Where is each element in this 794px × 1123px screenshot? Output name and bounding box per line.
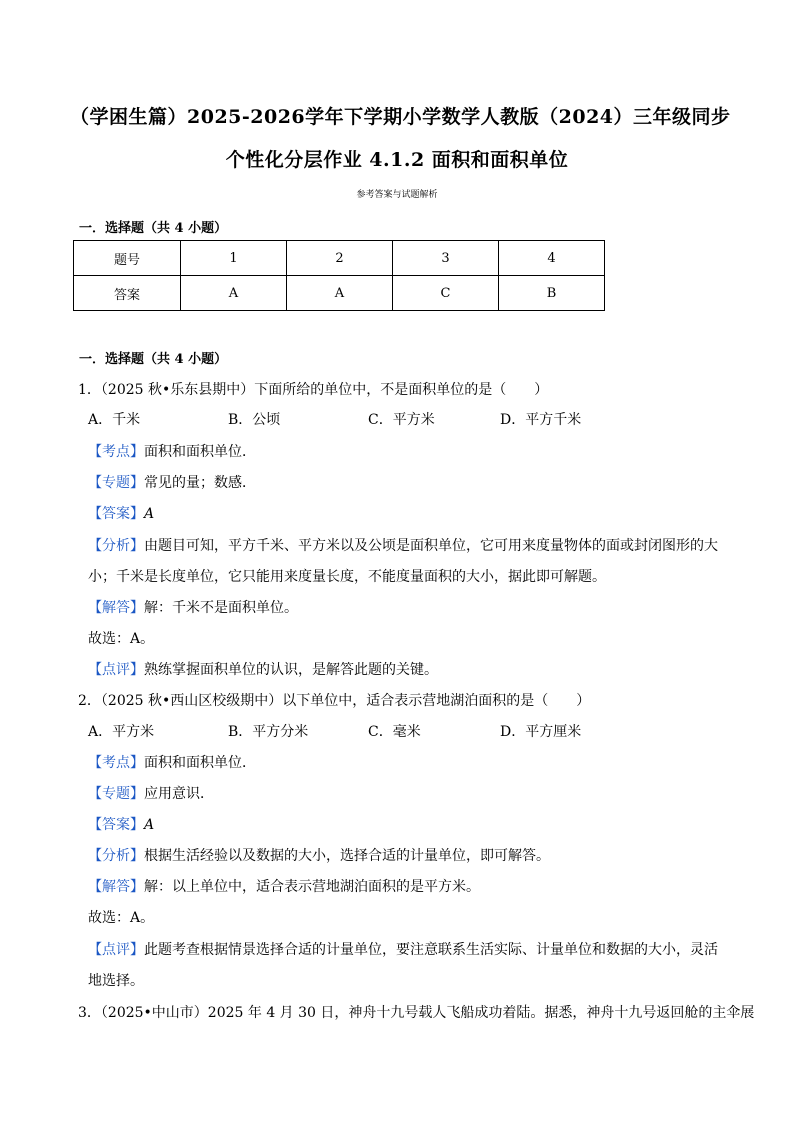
fenxi-text: 由题目可知，平方千米、平方米以及公顷是面积单位，它可用来度量物体的面或封闭图形的大 [144, 538, 718, 554]
q2-dianping [88, 940, 718, 960]
fenxi-tag: 【分析】 [88, 848, 144, 864]
jieda-text: 解：以上单位中，适合表示营地湖泊面积的是平方米。 [144, 879, 480, 895]
q2-zhuanti [88, 784, 214, 804]
dianping-tag: 【点评】 [88, 942, 144, 958]
q1-zhuanti [88, 473, 256, 493]
jieda-tag: 【解答】 [88, 600, 144, 616]
table-cell: 4 [499, 241, 605, 276]
q1-jieda [88, 598, 298, 618]
dianping-text: 此题考查根据情景选择合适的计量单位，要注意联系生活实际、计量单位和数据的大小，灵活 [144, 942, 718, 958]
q2-fenxi [88, 846, 550, 866]
table-row-answers [74, 276, 605, 311]
zhuanti-text: 应用意识． [144, 786, 214, 802]
page-subtitle: 参考答案与试题解析 [356, 190, 438, 200]
q2-option-a: A．平方米 [88, 724, 155, 740]
table-cell: 题号 [74, 241, 181, 276]
q1-option-a: A．千米 [88, 412, 141, 428]
q1-option-d: D．平方千米 [500, 412, 582, 428]
fenxi-tag: 【分析】 [88, 538, 144, 554]
q2-dianping-cont: 地选择。 [88, 973, 144, 989]
q1-option-b: B．公顷 [228, 412, 281, 428]
q1-guxuan: 故选：A。 [88, 631, 155, 647]
jieda-tag: 【解答】 [88, 879, 144, 895]
fenxi-text: 根据生活经验以及数据的大小，选择合适的计量单位，即可解答。 [144, 848, 550, 864]
table-cell: 3 [393, 241, 499, 276]
zhuanti-tag: 【专题】 [88, 475, 144, 491]
q2-option-c: C．毫米 [368, 724, 421, 740]
table-cell: B [499, 276, 605, 311]
dianping-tag: 【点评】 [88, 662, 144, 678]
daan-text: A [144, 506, 155, 522]
q1-daan [88, 504, 154, 524]
q2-jieda [88, 877, 480, 897]
q1-option-c: C．平方米 [368, 412, 435, 428]
jieda-text: 解：千米不是面积单位。 [144, 600, 298, 616]
answer-section-heading: 一．选择题（共 4 小题） [79, 221, 228, 236]
kaodian-tag: 【考点】 [88, 755, 144, 771]
page-title-line1: （学困生篇）2025-2026学年下学期小学数学人教版（2024）三年级同步 [70, 106, 731, 128]
dianping-text: 熟练掌握面积单位的认识，是解答此题的关键。 [144, 662, 438, 678]
questions-section-heading: 一．选择题（共 4 小题） [79, 352, 228, 367]
q1-dianping [88, 660, 438, 680]
zhuanti-tag: 【专题】 [88, 786, 144, 802]
q2-guxuan: 故选：A。 [88, 910, 155, 926]
q2-daan [88, 815, 154, 835]
table-cell: 2 [287, 241, 393, 276]
daan-tag: 【答案】 [88, 506, 144, 522]
table-cell: C [393, 276, 499, 311]
answer-table [73, 240, 605, 311]
kaodian-tag: 【考点】 [88, 444, 144, 460]
q1-fenxi [88, 536, 718, 556]
zhuanti-text: 常见的量；数感． [144, 475, 256, 491]
table-row-question-numbers [74, 241, 605, 276]
q1-kaodian [88, 442, 256, 462]
daan-text: A [144, 817, 155, 833]
q2-option-d: D．平方厘米 [500, 724, 582, 740]
q2-kaodian [88, 753, 256, 773]
q2-stem: 2．（2025 秋•西山区校级期中）以下单位中，适合表示营地湖泊面积的是（ ） [78, 693, 591, 709]
q1-fenxi-cont: 小；千米是长度单位，它只能用来度量长度，不能度量面积的大小，据此即可解题。 [88, 569, 606, 585]
kaodian-text: 面积和面积单位． [144, 444, 256, 460]
q1-stem: 1．（2025 秋•乐东县期中）下面所给的单位中，不是面积单位的是（ ） [78, 382, 549, 398]
table-cell: 答案 [74, 276, 181, 311]
table-cell: A [181, 276, 287, 311]
q2-option-b: B．平方分米 [228, 724, 309, 740]
kaodian-text: 面积和面积单位． [144, 755, 256, 771]
table-cell: A [287, 276, 393, 311]
table-cell: 1 [181, 241, 287, 276]
q3-stem: 3．（2025•中山市）2025 年 4 月 30 日，神舟十九号载人飞船成功着陆。据悉，神舟十九号返回舱的主伞展 [78, 1005, 755, 1021]
page-title-line2: 个性化分层作业 4.1.2 面积和面积单位 [225, 149, 569, 171]
daan-tag: 【答案】 [88, 817, 144, 833]
